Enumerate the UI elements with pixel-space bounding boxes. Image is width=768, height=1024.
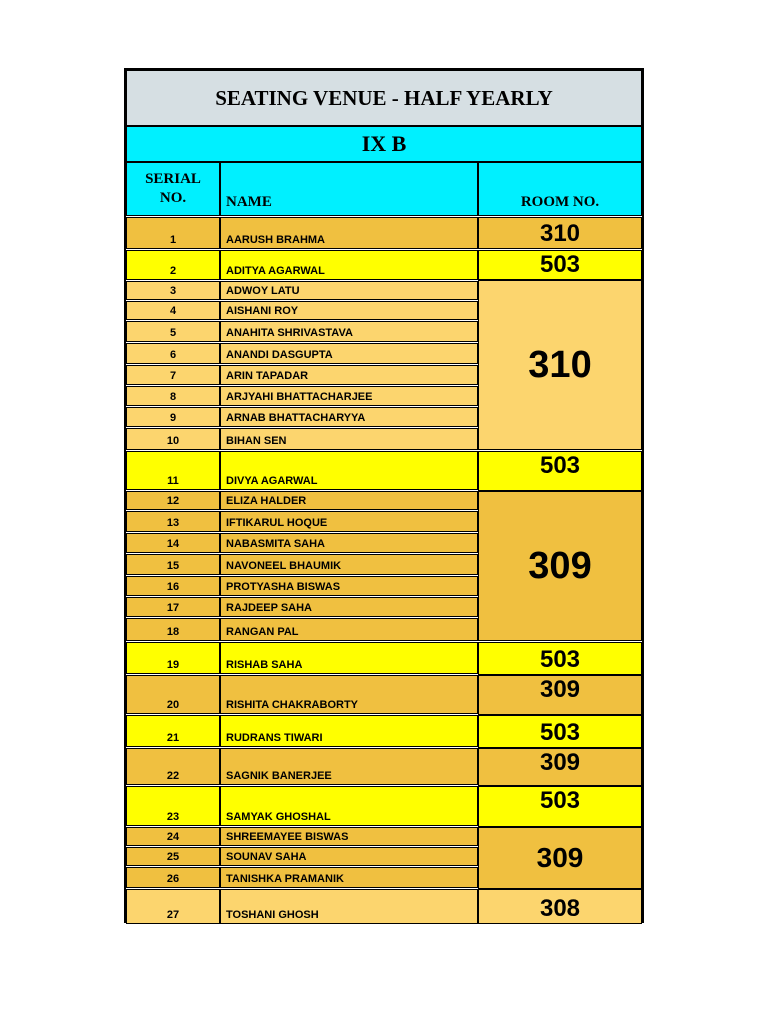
room-cell: 503 [478, 786, 642, 827]
name-cell: SHREEMAYEE BISWAS [220, 827, 478, 846]
serial-cell: 4 [126, 301, 220, 320]
serial-cell: 22 [126, 748, 220, 785]
serial-cell: 23 [126, 786, 220, 826]
column-header-room: ROOM NO. [478, 162, 642, 216]
name-cell: RANGAN PAL [220, 618, 478, 641]
serial-cell: 10 [126, 428, 220, 450]
column-header-serial-label: SERIAL NO. [145, 171, 201, 206]
serial-cell: 5 [126, 321, 220, 342]
serial-cell: 7 [126, 365, 220, 385]
serial-cell: 3 [126, 281, 220, 300]
room-cell: 308 [478, 889, 642, 924]
serial-cell: 6 [126, 343, 220, 364]
name-cell: RUDRANS TIWARI [220, 715, 478, 747]
name-cell: IFTIKARUL HOQUE [220, 511, 478, 532]
room-cell: 503 [478, 642, 642, 675]
room-cell: 309 [478, 827, 642, 889]
name-cell: AARUSH BRAHMA [220, 217, 478, 249]
serial-cell: 14 [126, 533, 220, 553]
name-cell: ANANDI DASGUPTA [220, 343, 478, 364]
serial-cell: 21 [126, 715, 220, 747]
name-cell: PROTYASHA BISWAS [220, 576, 478, 596]
serial-cell: 18 [126, 618, 220, 641]
serial-cell: 27 [126, 889, 220, 924]
name-cell: ELIZA HALDER [220, 491, 478, 510]
name-cell: ARJYAHI BHATTACHARJEE [220, 386, 478, 406]
name-cell: ARNAB BHATTACHARYYA [220, 407, 478, 427]
name-cell: SAMYAK GHOSHAL [220, 786, 478, 826]
serial-cell: 13 [126, 511, 220, 532]
serial-cell: 20 [126, 675, 220, 714]
name-cell: RAJDEEP SAHA [220, 597, 478, 617]
name-cell: TANISHKA PRAMANIK [220, 867, 478, 888]
name-cell: TOSHANI GHOSH [220, 889, 478, 924]
room-cell: 503 [478, 451, 642, 491]
room-cell: 503 [478, 250, 642, 280]
name-cell: SOUNAV SAHA [220, 847, 478, 866]
name-cell: ANAHITA SHRIVASTAVA [220, 321, 478, 342]
serial-cell: 2 [126, 250, 220, 280]
name-cell: ADWOY LATU [220, 281, 478, 300]
room-cell: 310 [478, 217, 642, 249]
name-cell: ADITYA AGARWAL [220, 250, 478, 280]
room-cell: 503 [478, 715, 642, 748]
serial-cell: 16 [126, 576, 220, 596]
sheet-title: SEATING VENUE - HALF YEARLY [126, 70, 642, 126]
name-cell: SAGNIK BANERJEE [220, 748, 478, 785]
name-cell: RISHITA CHAKRABORTY [220, 675, 478, 714]
serial-cell: 17 [126, 597, 220, 617]
serial-cell: 12 [126, 491, 220, 510]
serial-cell: 24 [126, 827, 220, 846]
room-cell: 310 [478, 280, 642, 450]
serial-cell: 26 [126, 867, 220, 888]
serial-cell: 15 [126, 554, 220, 575]
name-cell: BIHAN SEN [220, 428, 478, 450]
column-header-serial [126, 162, 220, 216]
serial-cell: 11 [126, 451, 220, 490]
name-cell: ARIN TAPADAR [220, 365, 478, 385]
serial-cell: 19 [126, 642, 220, 674]
column-header-name: NAME [220, 162, 478, 216]
room-cell: 309 [478, 748, 642, 786]
name-cell: NABASMITA SAHA [220, 533, 478, 553]
seating-sheet [124, 68, 644, 923]
serial-cell: 8 [126, 386, 220, 406]
name-cell: RISHAB SAHA [220, 642, 478, 674]
serial-cell: 25 [126, 847, 220, 866]
room-cell: 309 [478, 675, 642, 715]
serial-cell: 1 [126, 217, 220, 249]
name-cell: NAVONEEL BHAUMIK [220, 554, 478, 575]
room-cell: 309 [478, 491, 642, 641]
name-cell: AISHANI ROY [220, 301, 478, 320]
serial-cell: 9 [126, 407, 220, 427]
name-cell: DIVYA AGARWAL [220, 451, 478, 490]
class-banner: IX B [126, 126, 642, 162]
